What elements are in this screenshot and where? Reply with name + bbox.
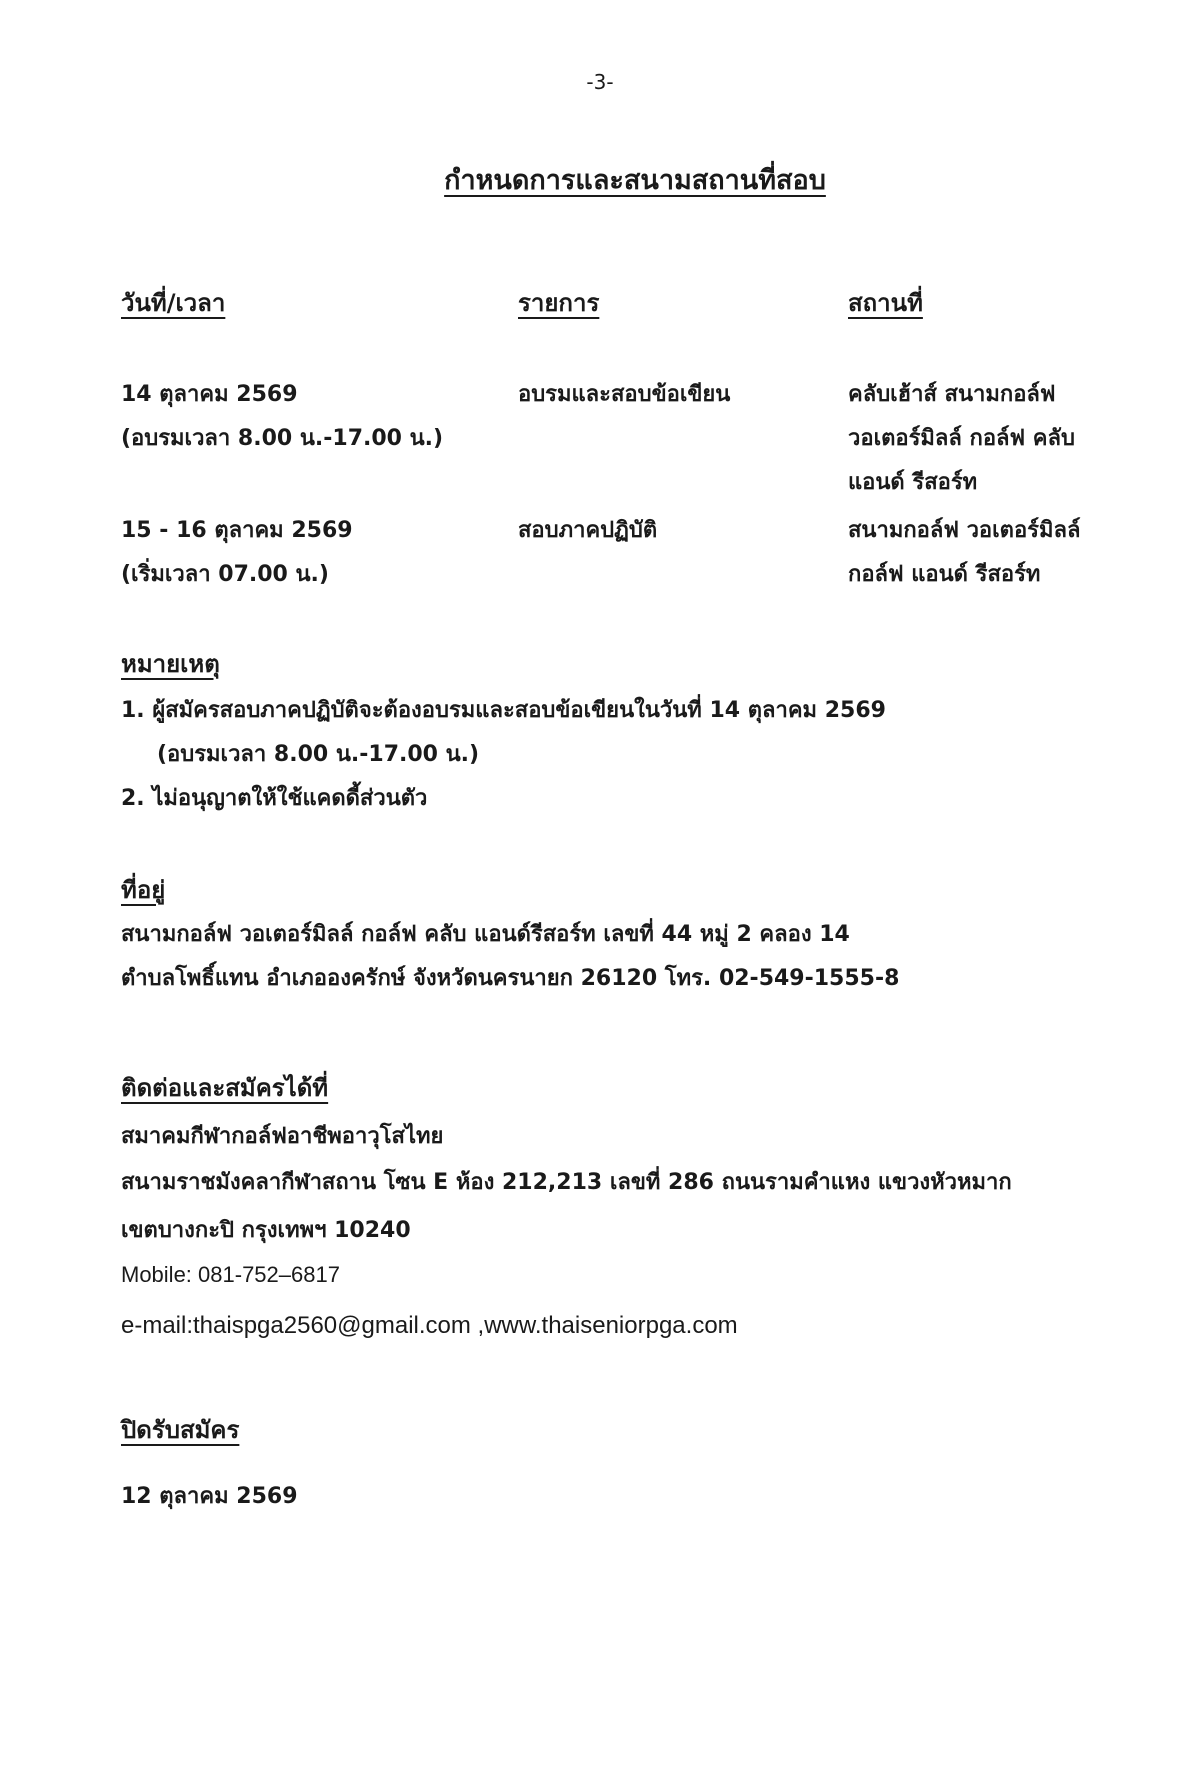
row1-time: (อบรมเวลา 8.00 น.-17.00 น.) <box>121 426 444 451</box>
page-number: -3- <box>586 70 614 94</box>
row2-place-line2: กอล์ฟ แอนด์ รีสอร์ท <box>848 562 1041 587</box>
contact-address-2: เขตบางกะปิ กรุงเทพฯ 10240 <box>121 1218 411 1243</box>
contact-email-web: e-mail:thaispga2560@gmail.com ,www.thaiseniorpga.com <box>121 1312 738 1339</box>
contact-heading: ติดต่อและสมัครได้ที่ <box>121 1074 329 1102</box>
closing-heading: ปิดรับสมัคร <box>121 1416 240 1444</box>
row2-item: สอบภาคปฏิบัติ <box>518 518 658 543</box>
row2-date: 15 - 16 ตุลาคม 2569 <box>121 518 353 543</box>
address-heading: ที่อยู่ <box>121 876 166 904</box>
contact-address-1: สนามราชมังคลากีฬาสถาน โซน E ห้อง 212,213 เลขที่ 286 ถนนรามคำแหง แขวงหัวหมาก <box>121 1170 1012 1195</box>
notes-heading: หมายเหตุ <box>121 650 220 678</box>
table-header-item: รายการ <box>518 289 600 317</box>
row1-place-line3: แอนด์ รีสอร์ท <box>848 470 978 495</box>
row2-place-line1: สนามกอล์ฟ วอเตอร์มิลล์ <box>848 518 1081 543</box>
address-line-1: สนามกอล์ฟ วอเตอร์มิลล์ กอล์ฟ คลับ แอนด์รีสอร์ท เลขที่ 44 หมู่ 2 คลอง 14 <box>121 922 850 947</box>
note-item-1-cont: (อบรมเวลา 8.00 น.-17.00 น.) <box>157 742 480 767</box>
page-title: กำหนดการและสนามสถานที่สอบ <box>444 165 826 196</box>
row2-time: (เริ่มเวลา 07.00 น.) <box>121 562 329 587</box>
contact-mobile: Mobile: 081-752–6817 <box>121 1262 340 1287</box>
row1-item: อบรมและสอบข้อเขียน <box>518 382 731 407</box>
table-header-place: สถานที่ <box>848 289 923 317</box>
row1-place-line2: วอเตอร์มิลล์ กอล์ฟ คลับ <box>848 426 1075 451</box>
table-header-date: วันที่/เวลา <box>121 289 226 317</box>
address-line-2: ตำบลโพธิ์แทน อำเภอองครักษ์ จังหวัดนครนายก 26120 โทร. 02-549-1555-8 <box>121 966 900 991</box>
closing-date: 12 ตุลาคม 2569 <box>121 1484 298 1509</box>
row1-date: 14 ตุลาคม 2569 <box>121 382 298 407</box>
row1-place-line1: คลับเฮ้าส์ สนามกอล์ฟ <box>848 382 1056 407</box>
note-item-2: 2. ไม่อนุญาตให้ใช้แคดดี้ส่วนตัว <box>121 786 428 811</box>
note-item-1: 1. ผู้สมัครสอบภาคปฏิบัติจะต้องอบรมและสอบข้อเขียนในวันที่ 14 ตุลาคม 2569 <box>121 698 886 723</box>
contact-org: สมาคมกีฬากอล์ฟอาชีพอาวุโสไทย <box>121 1124 444 1149</box>
